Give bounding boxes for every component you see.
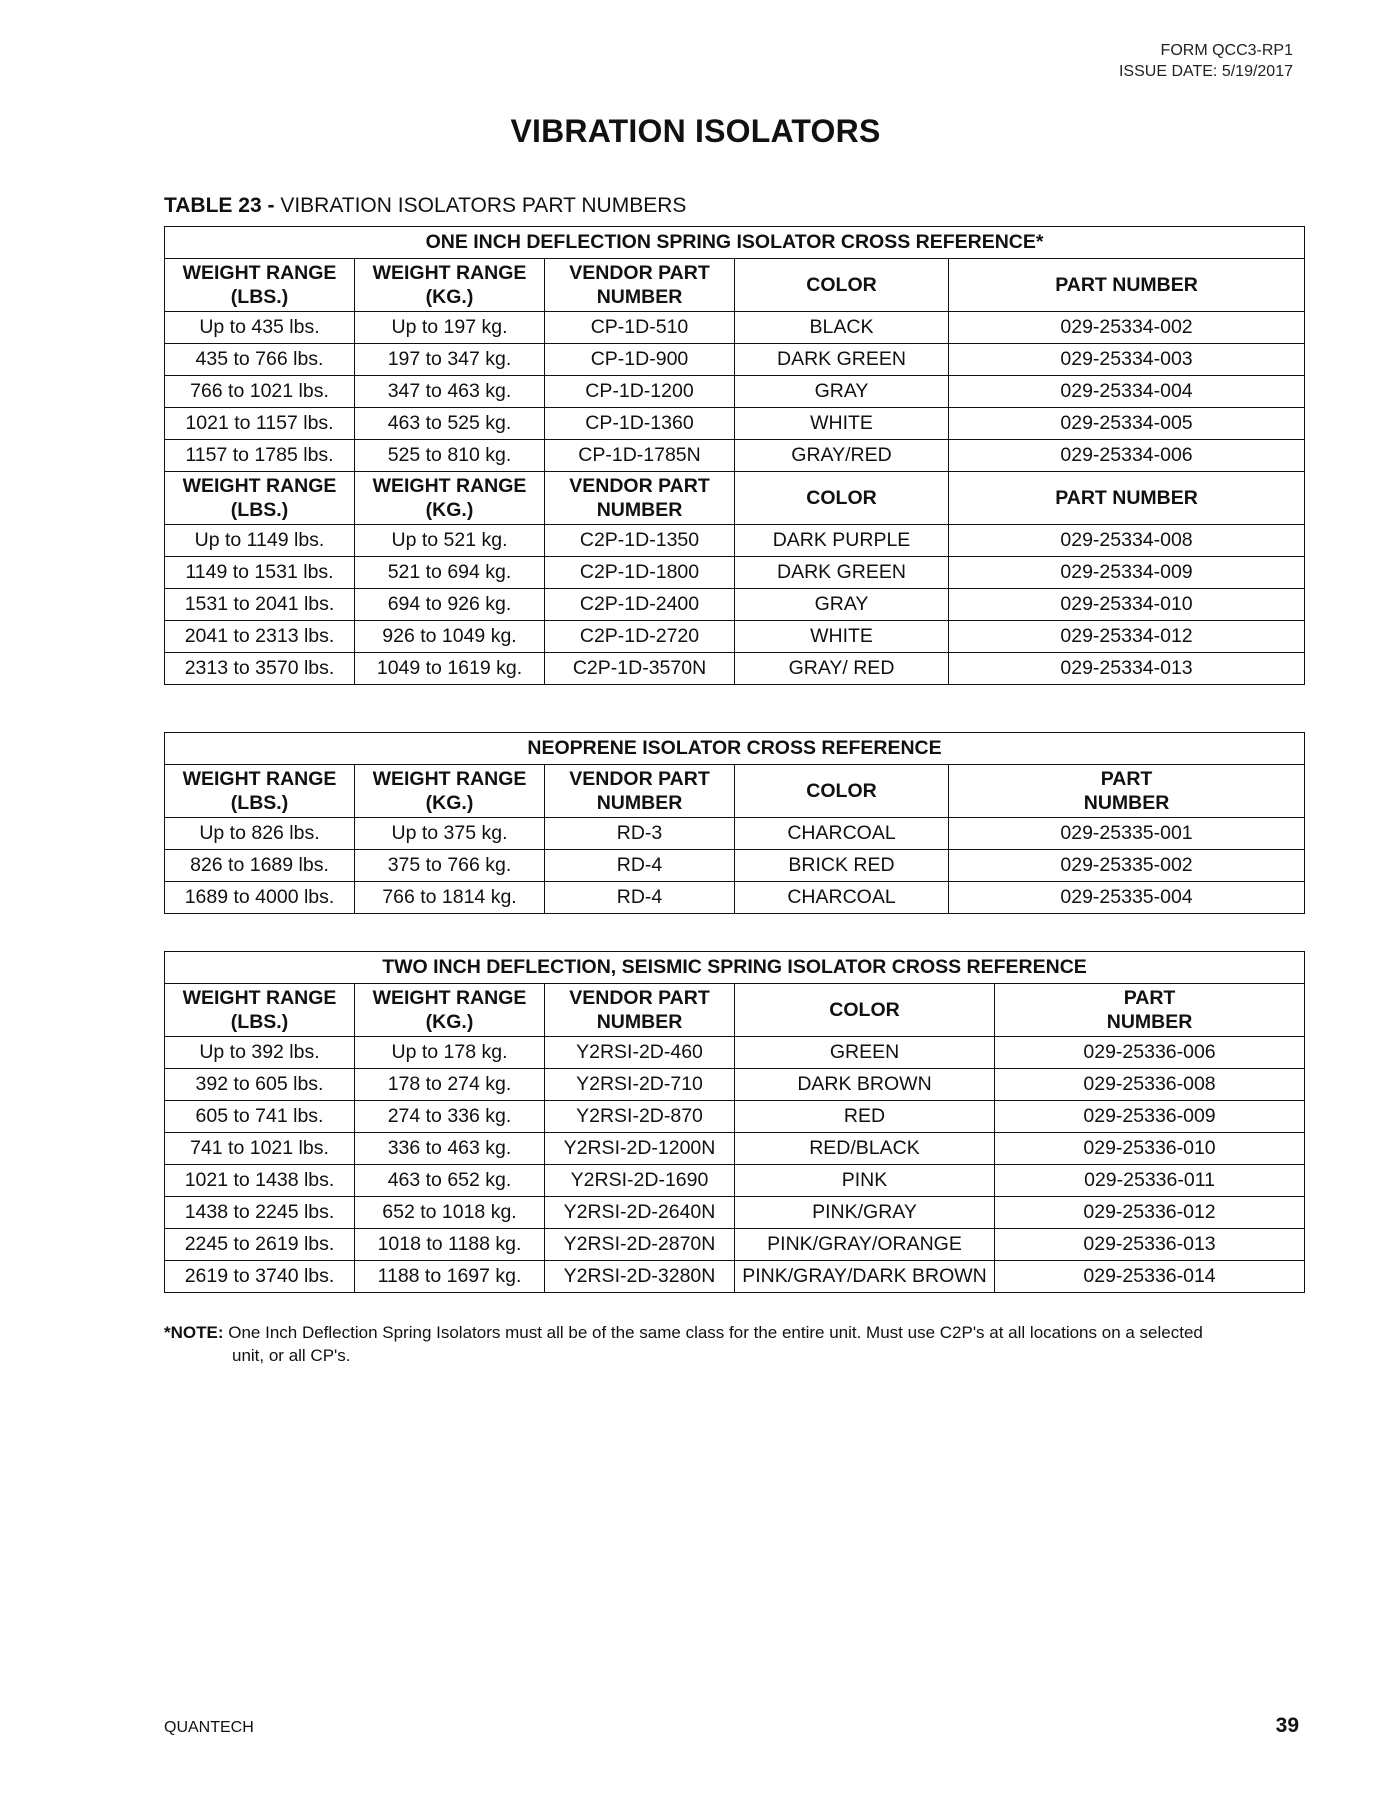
table-row (165, 1261, 1305, 1293)
weight-lbs-cell: Up to 392 lbs. (165, 1037, 355, 1069)
table-row (165, 408, 1305, 440)
color-cell: GRAY (735, 589, 949, 621)
part-number-cell: 029-25336-013 (995, 1229, 1305, 1261)
weight-lbs-cell: Up to 826 lbs. (165, 818, 355, 850)
weight-lbs-cell: 2041 to 2313 lbs. (165, 621, 355, 653)
weight-kg-cell: 766 to 1814 kg. (355, 882, 545, 914)
weight-kg-cell: Up to 197 kg. (355, 312, 545, 344)
vendor-part-cell: Y2RSI-2D-2640N (545, 1197, 735, 1229)
color-cell: GRAY/RED (735, 440, 949, 472)
header-vendor-part-number: VENDOR PART NUMBER (545, 472, 735, 525)
part-number-cell: 029-25334-012 (949, 621, 1305, 653)
part-number-cell: 029-25334-003 (949, 344, 1305, 376)
vendor-part-cell: C2P-1D-2400 (545, 589, 735, 621)
weight-kg-cell: Up to 178 kg. (355, 1037, 545, 1069)
weight-lbs-cell: 766 to 1021 lbs. (165, 376, 355, 408)
part-number-cell: 029-25336-011 (995, 1165, 1305, 1197)
part-number-cell: 029-25334-006 (949, 440, 1305, 472)
table-caption-text: VIBRATION ISOLATORS PART NUMBERS (280, 194, 687, 217)
color-cell: GREEN (735, 1037, 995, 1069)
weight-lbs-cell: 1021 to 1438 lbs. (165, 1165, 355, 1197)
vendor-part-cell: RD-3 (545, 818, 735, 850)
weight-lbs-cell: 2245 to 2619 lbs. (165, 1229, 355, 1261)
table-section-title: ONE INCH DEFLECTION SPRING ISOLATOR CROSS REFERENCE* (165, 227, 1305, 259)
color-cell: PINK/GRAY/ORANGE (735, 1229, 995, 1261)
weight-kg-cell: 347 to 463 kg. (355, 376, 545, 408)
header-weight-lbs: WEIGHT RANGE (LBS.) (165, 472, 355, 525)
part-number-cell: 029-25335-002 (949, 850, 1305, 882)
part-number-cell: 029-25334-004 (949, 376, 1305, 408)
two-inch-seismic-isolator-table (164, 951, 1305, 1293)
form-header (1119, 40, 1293, 82)
part-number-cell: 029-25334-005 (949, 408, 1305, 440)
color-cell: WHITE (735, 408, 949, 440)
weight-lbs-cell: Up to 1149 lbs. (165, 525, 355, 557)
column-header-row (165, 472, 1305, 525)
header-color: COLOR (735, 984, 995, 1037)
weight-lbs-cell: 2619 to 3740 lbs. (165, 1261, 355, 1293)
color-cell: GRAY/ RED (735, 653, 949, 685)
table-row (165, 312, 1305, 344)
vendor-part-cell: RD-4 (545, 882, 735, 914)
color-cell: CHARCOAL (735, 882, 949, 914)
table-row (165, 850, 1305, 882)
table-row (165, 1229, 1305, 1261)
vendor-part-cell: Y2RSI-2D-1200N (545, 1133, 735, 1165)
column-header-row (165, 765, 1305, 818)
neoprene-isolator-table (164, 732, 1305, 914)
weight-kg-cell: 694 to 926 kg. (355, 589, 545, 621)
weight-lbs-cell: 1438 to 2245 lbs. (165, 1197, 355, 1229)
table-row (165, 440, 1305, 472)
table-row (165, 525, 1305, 557)
weight-kg-cell: Up to 375 kg. (355, 818, 545, 850)
weight-lbs-cell: 1689 to 4000 lbs. (165, 882, 355, 914)
vendor-part-cell: RD-4 (545, 850, 735, 882)
weight-kg-cell: Up to 521 kg. (355, 525, 545, 557)
table-row (165, 1165, 1305, 1197)
header-weight-lbs: WEIGHT RANGE (LBS.) (165, 259, 355, 312)
vendor-part-cell: C2P-1D-1350 (545, 525, 735, 557)
table-row (165, 589, 1305, 621)
weight-kg-cell: 197 to 347 kg. (355, 344, 545, 376)
vendor-part-cell: Y2RSI-2D-870 (545, 1101, 735, 1133)
color-cell: RED (735, 1101, 995, 1133)
table-caption (164, 194, 686, 218)
weight-kg-cell: 178 to 274 kg. (355, 1069, 545, 1101)
one-inch-spring-isolator-table (164, 226, 1305, 685)
weight-kg-cell: 525 to 810 kg. (355, 440, 545, 472)
form-number: FORM QCC3-RP1 (1160, 42, 1293, 59)
header-color: COLOR (735, 472, 949, 525)
weight-lbs-cell: 1531 to 2041 lbs. (165, 589, 355, 621)
table-row (165, 376, 1305, 408)
header-part-number: PART NUMBER (949, 765, 1305, 818)
weight-lbs-cell: 1021 to 1157 lbs. (165, 408, 355, 440)
vendor-part-cell: CP-1D-510 (545, 312, 735, 344)
color-cell: DARK GREEN (735, 344, 949, 376)
footnote (164, 1321, 1304, 1367)
weight-lbs-cell: 435 to 766 lbs. (165, 344, 355, 376)
part-number-cell: 029-25334-002 (949, 312, 1305, 344)
table-section-title: NEOPRENE ISOLATOR CROSS REFERENCE (165, 733, 1305, 765)
column-header-row (165, 259, 1305, 312)
part-number-cell: 029-25336-006 (995, 1037, 1305, 1069)
table-section-title: TWO INCH DEFLECTION, SEISMIC SPRING ISOLATOR CROSS REFERENCE (165, 952, 1305, 984)
header-weight-kg: WEIGHT RANGE (KG.) (355, 984, 545, 1037)
table-row (165, 1197, 1305, 1229)
table-row (165, 557, 1305, 589)
weight-lbs-cell: 605 to 741 lbs. (165, 1101, 355, 1133)
column-header-row (165, 984, 1305, 1037)
header-vendor-part-number: VENDOR PART NUMBER (545, 259, 735, 312)
color-cell: CHARCOAL (735, 818, 949, 850)
note-text-line1: One Inch Deflection Spring Isolators must all be of the same class for the entire unit. Must use C2P's at all locations on a selected (228, 1323, 1203, 1342)
header-part-number: PART NUMBER (949, 472, 1305, 525)
part-number-cell: 029-25334-010 (949, 589, 1305, 621)
vendor-part-cell: Y2RSI-2D-1690 (545, 1165, 735, 1197)
header-weight-kg: WEIGHT RANGE (KG.) (355, 259, 545, 312)
header-weight-lbs: WEIGHT RANGE (LBS.) (165, 984, 355, 1037)
table-row (165, 1037, 1305, 1069)
weight-kg-cell: 336 to 463 kg. (355, 1133, 545, 1165)
table-row (165, 653, 1305, 685)
vendor-part-cell: Y2RSI-2D-2870N (545, 1229, 735, 1261)
page-number: 39 (1275, 1714, 1299, 1737)
table-row (165, 621, 1305, 653)
part-number-cell: 029-25334-008 (949, 525, 1305, 557)
weight-kg-cell: 463 to 652 kg. (355, 1165, 545, 1197)
header-part-number: PART NUMBER (949, 259, 1305, 312)
vendor-part-cell: Y2RSI-2D-3280N (545, 1261, 735, 1293)
vendor-part-cell: C2P-1D-3570N (545, 653, 735, 685)
part-number-cell: 029-25335-004 (949, 882, 1305, 914)
weight-kg-cell: 652 to 1018 kg. (355, 1197, 545, 1229)
part-number-cell: 029-25336-010 (995, 1133, 1305, 1165)
color-cell: DARK BROWN (735, 1069, 995, 1101)
table-row (165, 1101, 1305, 1133)
table-row (165, 882, 1305, 914)
weight-lbs-cell: 826 to 1689 lbs. (165, 850, 355, 882)
part-number-cell: 029-25335-001 (949, 818, 1305, 850)
color-cell: DARK PURPLE (735, 525, 949, 557)
table-row (165, 1069, 1305, 1101)
color-cell: GRAY (735, 376, 949, 408)
color-cell: BLACK (735, 312, 949, 344)
footer-brand: QUANTECH (164, 1719, 254, 1736)
table-row (165, 344, 1305, 376)
part-number-cell: 029-25336-009 (995, 1101, 1305, 1133)
weight-kg-cell: 463 to 525 kg. (355, 408, 545, 440)
weight-lbs-cell: 741 to 1021 lbs. (165, 1133, 355, 1165)
vendor-part-cell: C2P-1D-2720 (545, 621, 735, 653)
header-weight-kg: WEIGHT RANGE (KG.) (355, 472, 545, 525)
color-cell: DARK GREEN (735, 557, 949, 589)
header-weight-kg: WEIGHT RANGE (KG.) (355, 765, 545, 818)
issue-date: ISSUE DATE: 5/19/2017 (1118, 63, 1293, 80)
header-color: COLOR (735, 259, 949, 312)
vendor-part-cell: CP-1D-1200 (545, 376, 735, 408)
weight-lbs-cell: 1149 to 1531 lbs. (165, 557, 355, 589)
table-row (165, 1133, 1305, 1165)
weight-kg-cell: 274 to 336 kg. (355, 1101, 545, 1133)
table-row (165, 818, 1305, 850)
part-number-cell: 029-25336-012 (995, 1197, 1305, 1229)
weight-kg-cell: 1018 to 1188 kg. (355, 1229, 545, 1261)
vendor-part-cell: C2P-1D-1800 (545, 557, 735, 589)
vendor-part-cell: CP-1D-1360 (545, 408, 735, 440)
weight-lbs-cell: Up to 435 lbs. (165, 312, 355, 344)
color-cell: PINK/GRAY/DARK BROWN (735, 1261, 995, 1293)
weight-kg-cell: 926 to 1049 kg. (355, 621, 545, 653)
header-vendor-part-number: VENDOR PART NUMBER (545, 984, 735, 1037)
weight-kg-cell: 375 to 766 kg. (355, 850, 545, 882)
part-number-cell: 029-25334-013 (949, 653, 1305, 685)
color-cell: PINK/GRAY (735, 1197, 995, 1229)
weight-kg-cell: 1188 to 1697 kg. (355, 1261, 545, 1293)
note-label: *NOTE: (164, 1323, 224, 1342)
header-color: COLOR (735, 765, 949, 818)
note-text-line2: unit, or all CP's. (232, 1346, 351, 1365)
part-number-cell: 029-25336-014 (995, 1261, 1305, 1293)
header-part-number: PART NUMBER (995, 984, 1305, 1037)
color-cell: PINK (735, 1165, 995, 1197)
weight-kg-cell: 521 to 694 kg. (355, 557, 545, 589)
vendor-part-cell: CP-1D-1785N (545, 440, 735, 472)
part-number-cell: 029-25334-009 (949, 557, 1305, 589)
weight-kg-cell: 1049 to 1619 kg. (355, 653, 545, 685)
color-cell: RED/BLACK (735, 1133, 995, 1165)
weight-lbs-cell: 1157 to 1785 lbs. (165, 440, 355, 472)
vendor-part-cell: Y2RSI-2D-710 (545, 1069, 735, 1101)
table-caption-number: TABLE 23 - (164, 194, 275, 217)
weight-lbs-cell: 2313 to 3570 lbs. (165, 653, 355, 685)
vendor-part-cell: CP-1D-900 (545, 344, 735, 376)
part-number-cell: 029-25336-008 (995, 1069, 1305, 1101)
weight-lbs-cell: 392 to 605 lbs. (165, 1069, 355, 1101)
color-cell: WHITE (735, 621, 949, 653)
header-vendor-part-number: VENDOR PART NUMBER (545, 765, 735, 818)
vendor-part-cell: Y2RSI-2D-460 (545, 1037, 735, 1069)
header-weight-lbs: WEIGHT RANGE (LBS.) (165, 765, 355, 818)
color-cell: BRICK RED (735, 850, 949, 882)
page-title: VIBRATION ISOLATORS (510, 113, 881, 149)
